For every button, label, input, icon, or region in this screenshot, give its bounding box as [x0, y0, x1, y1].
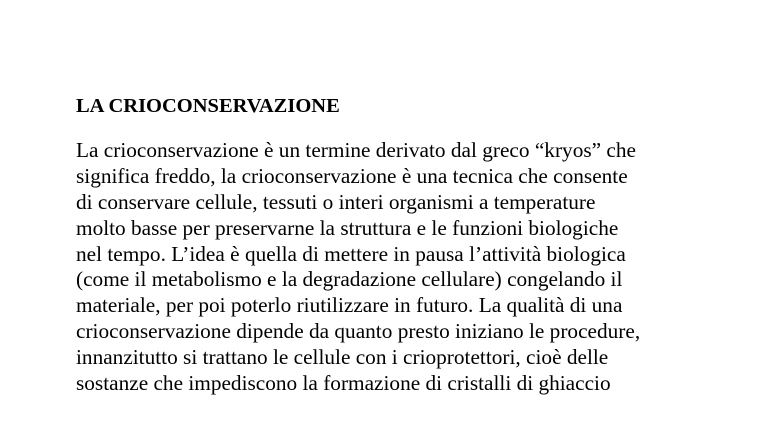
text-line: (come il metabolismo e la degradazione cellulare) congelando il	[76, 267, 623, 292]
text-line: di conservare cellule, tessuti o interi organismi a temperature	[76, 189, 596, 214]
text-line: nel tempo. L’idea è quella di mettere in pausa l’attività biologica	[76, 241, 626, 266]
section-heading: LA CRIOCONSERVAZIONE	[76, 95, 340, 117]
text-line: La crioconservazione è un termine derivato dal greco “kryos” che	[76, 138, 636, 162]
text-line: innanzitutto si trattano le cellule con i crioprotettori, cioè delle	[76, 345, 609, 370]
text-line: materiale, per poi poterlo riutilizzare in futuro. La qualità di una	[76, 293, 623, 318]
text-line: significa freddo, la crioconservazione è una tecnica che consente	[76, 163, 628, 188]
text-line: molto basse per preservarne la struttura e le funzioni biologiche	[76, 215, 619, 240]
body-text	[76, 138, 776, 397]
text-line: crioconservazione dipende da quanto presto iniziano le procedure,	[76, 319, 641, 344]
text-line: sostanze che impediscono la formazione di cristalli di ghiaccio	[76, 371, 611, 396]
